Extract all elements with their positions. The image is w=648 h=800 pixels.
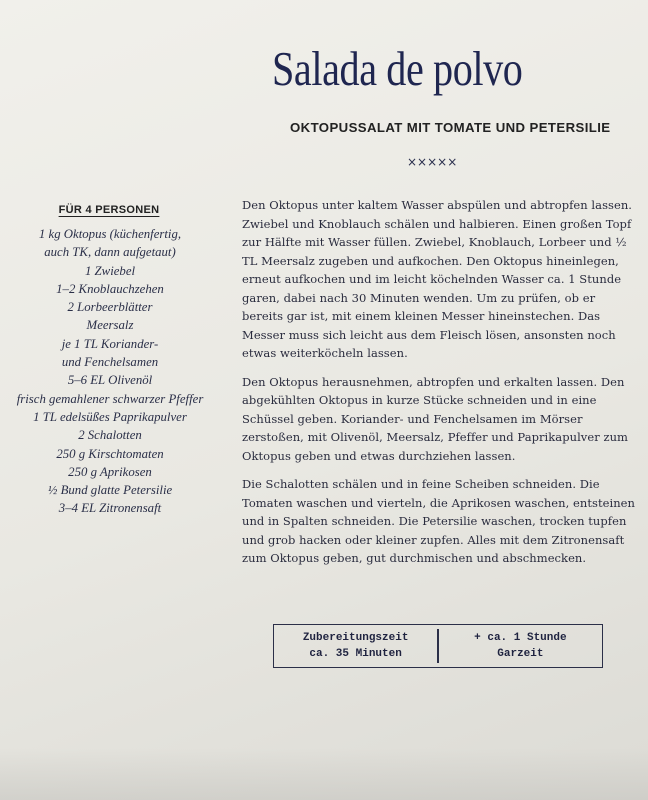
ingredient-item: je 1 TL Koriander- xyxy=(61,336,159,351)
page-shadow xyxy=(0,748,648,800)
instruction-paragraph: Den Oktopus unter kaltem Wasser abspülen und abtropfen lassen. Zwiebel und Knoblauch schälen und halbieren. Einen großen Topf zur Hälfte mit Wasser füllen. Zwiebel, Knoblauch, Lorbeer und ½ TL Meersalz zugeben und aufkochen. Den Oktopus hineinlegen, erneut aufkochen und im leicht köchelnden Wasser ca. 1 Stunde garen, dabei nach 30 Minuten wenden. Um zu prüfen, ob er bereits gar ist, mit einem kleinen Messer hineinstechen. Das Messer muss sich leicht aus dem Fleisch lösen, ansonsten noch etwas weiterköcheln lassen. xyxy=(242,198,632,360)
ingredient-item: 5–6 EL Olivenöl xyxy=(67,373,153,388)
ingredient-list xyxy=(0,225,220,518)
ingredient-item: 1 TL edelsüßes Paprikapulver xyxy=(33,409,187,424)
prep-time xyxy=(274,630,437,662)
recipe-subtitle: OKTOPUSSALAT MIT TOMATE UND PETERSILIE xyxy=(290,120,611,135)
ingredient-item: frisch gemahlener schwarzer Pfeffer xyxy=(16,391,204,406)
prep-time-label: Zubereitungszeit xyxy=(302,632,409,644)
recipe-title: Salada de polvo xyxy=(272,41,523,96)
ingredient-item: 1 kg Oktopus (küchenfertig, xyxy=(38,227,182,241)
instruction-paragraph: Den Oktopus herausnehmen, abtropfen und erkalten lassen. Den abgekühlten Oktopus in kurze Stücke schneiden und in eine Schüssel geben. Koriander- und Fenchelsamen im Mörser zerstoßen, mit Olivenöl, Meersalz, Pfeffer und Paprikapulver zum Oktopus geben und etwas durchziehen lassen. xyxy=(242,374,628,463)
ingredient-item: 250 g Kirschtomaten xyxy=(56,446,164,461)
servings-heading: FÜR 4 PERSONEN xyxy=(58,204,160,216)
ingredient-item: Meersalz xyxy=(86,318,134,333)
timing-box xyxy=(273,624,603,668)
ingredient-item: 250 g Aprikosen xyxy=(68,464,152,479)
ingredient-item: auch TK, dann aufgetaut) xyxy=(44,245,176,260)
ingredient-item: 2 Schalotten xyxy=(78,428,142,443)
ingredients-column xyxy=(0,204,220,518)
ingredient-item: 1 Zwiebel xyxy=(84,263,136,278)
ingredient-item: 2 Lorbeerblätter xyxy=(67,300,153,315)
instruction-paragraph: Die Schalotten schälen und in feine Scheiben schneiden. Die Tomaten waschen und vierteln, die Aprikosen waschen, entsteinen und in Spalten schneiden. Die Petersilie waschen, trocken tupfen und grob hacken oder kleiner zupfen. Alles mit dem Zitronensaft zum Oktopus geben, gut durchmischen und abschmecken. xyxy=(242,477,635,565)
ornament-divider: ××××× xyxy=(407,155,458,169)
cook-time-value: Garzeit xyxy=(497,648,544,660)
prep-time-value: ca. 35 Minuten xyxy=(309,648,402,660)
ingredient-item: 1–2 Knoblauchzehen xyxy=(56,281,164,296)
ingredient-item: 3–4 EL Zitronensaft xyxy=(58,501,162,516)
instructions-column xyxy=(242,196,637,578)
cook-time-label: + ca. 1 Stunde xyxy=(474,632,567,644)
ingredient-item: ½ Bund glatte Petersilie xyxy=(47,483,173,498)
cook-time xyxy=(439,630,602,662)
ingredient-item: und Fenchelsamen xyxy=(61,355,159,370)
